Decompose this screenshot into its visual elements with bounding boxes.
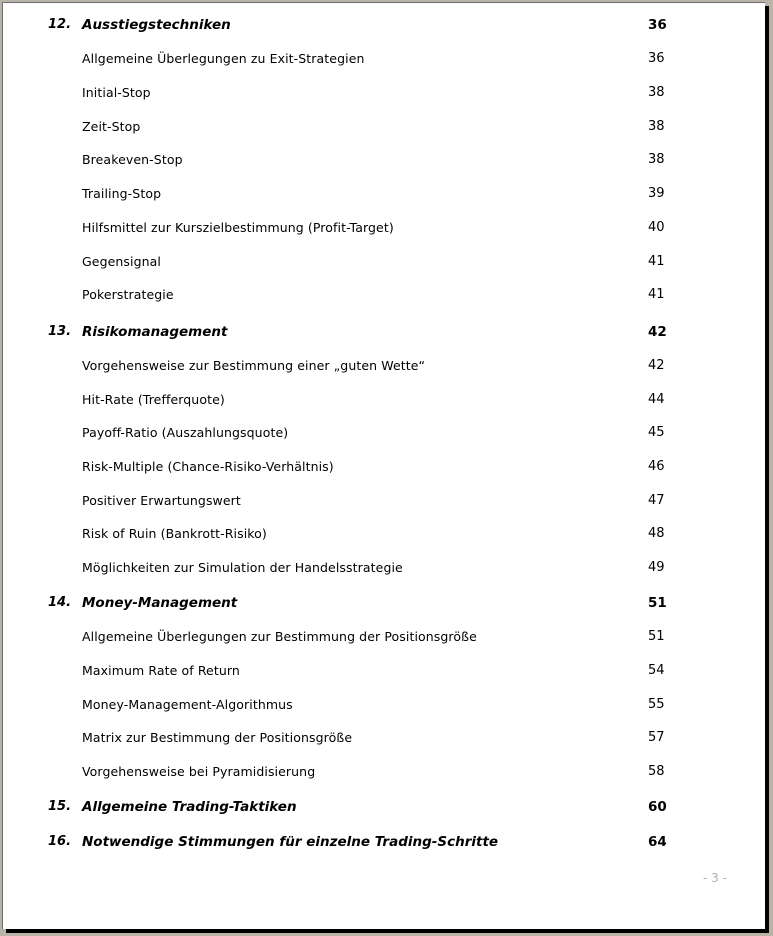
section-title: Matrix zur Bestimmung der Positionsgröße [82, 730, 353, 745]
chapter-number: 13. [48, 324, 72, 339]
section-title: Payoff-Ratio (Auszahlungsquote) [82, 425, 289, 440]
toc-section-row[interactable] [3, 83, 765, 103]
section-page-number: 48 [648, 526, 665, 541]
toc-section-row[interactable] [3, 184, 765, 204]
toc-section-row[interactable] [3, 524, 765, 544]
toc-section-row[interactable] [3, 49, 765, 69]
chapter-number: 12. [48, 17, 72, 32]
section-title: Zeit-Stop [82, 119, 141, 134]
toc-section-row[interactable] [3, 423, 765, 443]
section-page-number: 41 [648, 254, 665, 269]
section-page-number: 55 [648, 697, 665, 712]
section-page-number: 38 [648, 85, 665, 100]
chapter-page-number: 64 [648, 834, 667, 850]
toc-section-row[interactable] [3, 252, 765, 272]
toc-chapter-row[interactable] [3, 832, 765, 852]
toc-section-row[interactable] [3, 762, 765, 782]
toc-section-row[interactable] [3, 558, 765, 578]
section-page-number: 41 [648, 287, 665, 302]
section-page-number: 58 [648, 764, 665, 779]
toc-chapter-row[interactable] [3, 322, 765, 342]
section-page-number: 38 [648, 119, 665, 134]
chapter-number: 14. [48, 595, 72, 610]
page-number-footer: - 3 - [703, 871, 727, 885]
toc-section-row[interactable] [3, 356, 765, 376]
toc-chapter-row[interactable] [3, 797, 765, 817]
chapter-page-number: 36 [648, 17, 667, 33]
toc-section-row[interactable] [3, 285, 765, 305]
document-page [2, 2, 765, 929]
toc-section-row[interactable] [3, 390, 765, 410]
section-page-number: 42 [648, 358, 665, 373]
chapter-number: 15. [48, 799, 72, 814]
chapter-title: Ausstiegstechniken [82, 17, 231, 33]
section-page-number: 51 [648, 629, 665, 644]
section-title: Vorgehensweise bei Pyramidisierung [82, 764, 316, 779]
chapter-title: Allgemeine Trading-Taktiken [82, 799, 297, 815]
section-title: Initial-Stop [82, 85, 151, 100]
section-title: Pokerstrategie [82, 287, 174, 302]
section-title: Maximum Rate of Return [82, 663, 240, 678]
chapter-title: Money-Management [82, 595, 238, 611]
section-page-number: 54 [648, 663, 665, 678]
toc-chapter-row[interactable] [3, 593, 765, 613]
toc-section-row[interactable] [3, 117, 765, 137]
section-title: Gegensignal [82, 254, 161, 269]
section-page-number: 44 [648, 392, 665, 407]
section-page-number: 46 [648, 459, 665, 474]
section-page-number: 38 [648, 152, 665, 167]
toc-section-row[interactable] [3, 661, 765, 681]
section-page-number: 49 [648, 560, 665, 575]
section-page-number: 57 [648, 730, 665, 745]
section-title: Hilfsmittel zur Kurszielbestimmung (Profit-Target) [82, 220, 394, 235]
toc-section-row[interactable] [3, 695, 765, 715]
chapter-title: Risikomanagement [82, 324, 228, 340]
section-page-number: 40 [648, 220, 665, 235]
toc-section-row[interactable] [3, 491, 765, 511]
section-title: Positiver Erwartungswert [82, 493, 241, 508]
section-page-number: 45 [648, 425, 665, 440]
chapter-page-number: 51 [648, 595, 667, 611]
section-page-number: 36 [648, 51, 665, 66]
chapter-title: Notwendige Stimmungen für einzelne Trading-Schritte [82, 834, 499, 850]
toc-section-row[interactable] [3, 457, 765, 477]
section-title: Risk-Multiple (Chance-Risiko-Verhältnis) [82, 459, 334, 474]
section-title: Trailing-Stop [82, 186, 162, 201]
chapter-number: 16. [48, 834, 72, 849]
section-title: Breakeven-Stop [82, 152, 183, 167]
chapter-page-number: 42 [648, 324, 667, 340]
section-title: Vorgehensweise zur Bestimmung einer „guten Wette“ [82, 358, 426, 373]
toc-section-row[interactable] [3, 627, 765, 647]
toc-section-row[interactable] [3, 728, 765, 748]
section-page-number: 39 [648, 186, 665, 201]
section-title: Allgemeine Überlegungen zur Bestimmung der Positionsgröße [82, 629, 477, 644]
toc-section-row[interactable] [3, 150, 765, 170]
chapter-page-number: 60 [648, 799, 667, 815]
section-title: Allgemeine Überlegungen zu Exit-Strategien [82, 51, 365, 66]
toc-chapter-row[interactable] [3, 15, 765, 35]
section-title: Risk of Ruin (Bankrott-Risiko) [82, 526, 267, 541]
toc-section-row[interactable] [3, 218, 765, 238]
section-title: Money-Management-Algorithmus [82, 697, 293, 712]
section-page-number: 47 [648, 493, 665, 508]
section-title: Hit-Rate (Trefferquote) [82, 392, 225, 407]
section-title: Möglichkeiten zur Simulation der Handelsstrategie [82, 560, 403, 575]
